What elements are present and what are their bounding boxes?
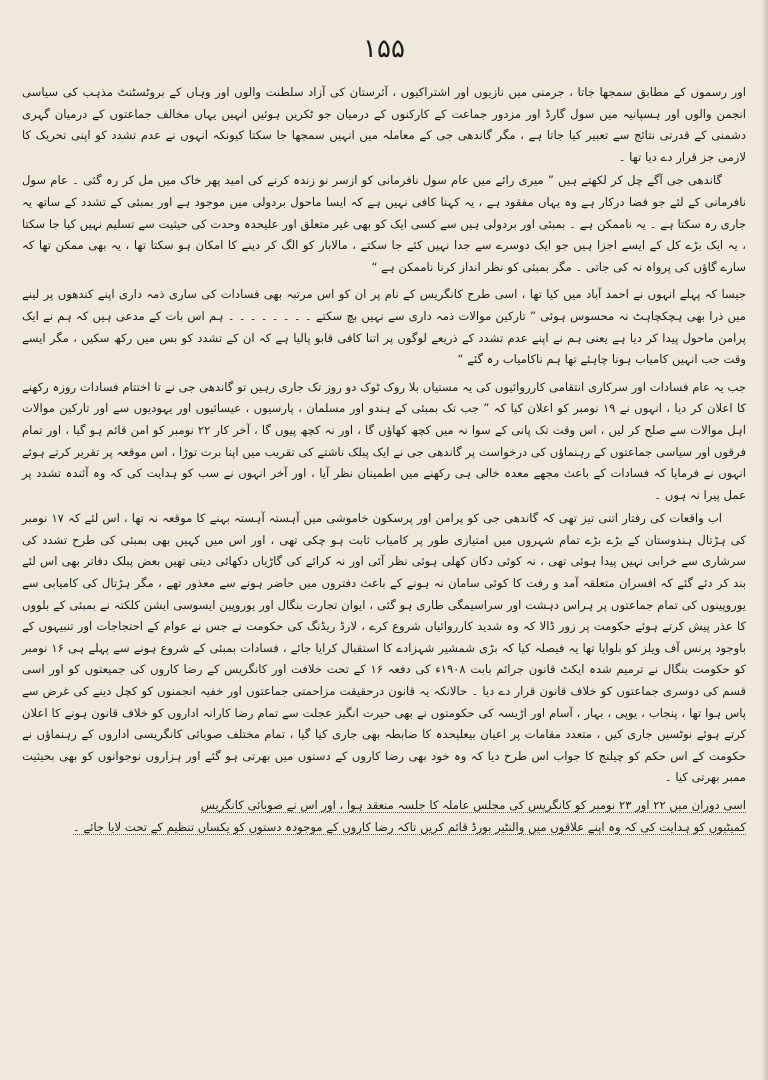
- paragraph-3: جیسا کہ پہلے انہوں نے احمد آباد میں کیا تھا ، اسی طرح کانگریس کے نام پر ان کو اس مرتبہ بھی فسادات کی ساری ذمہ داری اپنے کندھوں پر لینے میں ذرا بھی ہچکچاہٹ نہ محسوس ہوئی ” تارکین موالات ذمہ داری سے نہیں بچ سکتے ۔ ۔ ۔ ۔ ۔ ۔ ۔ ۔ ہم اس بات کے مدعی ہیں کہ ہم نے ایک پرامن ماحول پیدا کر دیا ہے یعنی ہم نے اپنے عدم تشدد کے ذریعے لوگوں پر اتنا کافی قابو پالیا ہے کہ ان کے تشدد کو بس میں رکھ سکیں ، مگر ایسے وقت جب انہیں کامیاب ہونا چاہئے تھا ہم ناکامیاب رہ گئے “: [22, 287, 746, 367]
- footer-line-2-text: کمیٹیوں کو ہدایت کی کہ وہ اپنے علاقوں میں والنٹیر بورڈ قائم کریں تاکہ رضا کاروں کے موجودہ دستوں کو یکساں تنظیم کے تحت لایا جائے ۔: [72, 819, 746, 834]
- footer-line-1: [22, 795, 746, 817]
- page-footer-text: [22, 795, 746, 838]
- paragraph-1: اور رسموں کے مطابق سمجھا جاتا ، جرمنی میں نازیوں اور اشتراکیوں ، آئرستان کی آزاد سلطنت والوں اور وہاں کے بروٹسٹنٹ مذہب کی سیاسی انجمن والوں اور ہسپانیہ میں سول گارڈ اور مزدور جماعت کے کارکنوں کے درمیان جو ٹکریں ہوئیں انہیں یہاں مخالف جماعتوں کے درمیان گہری دشمنی کے قدرتی نتائج سے تعبیر کیا جاتا ہے ، مگر گاندھی جی کے معاملہ میں انہیں سمجھا جا سکتا کیونکہ انہوں نے عدم تشدد کو اپنی تحریک کا لازمی جز قرار دے دیا تھا ۔: [22, 85, 746, 164]
- page-body: [22, 82, 746, 789]
- footer-line-2: [22, 817, 746, 839]
- page-edge-shadow: [762, 0, 768, 1080]
- paragraph-2: گاندھی جی آگے چل کر لکھتے ہیں ” میری رائے میں عام سول نافرمانی کو ازسر نو زندہ کرنے کی امید پھر خاک میں مل کر رہ گئی ۔ عام سول نافرمانی کے لئے جو فضا درکار ہے وہ یہاں مفقود ہے ، یہ کہنا کافی نہیں ہے کہ ایسا ماحول بردولی میں موجود ہے اور بمبئی کے تشدد کے ساتھ یہ جاری رہ سکتا ہے ۔ یہ ناممکن ہے ۔ بمبئی اور بردولی ہیں سے کسی ایک کو بھی غیر متعلق اور علیحدہ وحدت کی حیثیت سے تسلیم نہیں کیا جا سکتا ، یہ ایک بڑے کل کے ایسے اجزا ہیں جو ایک دوسرے سے جدا نہیں کئے جا سکتے ، مالابار کو الگ کر دینے کا امکان ہو سکتا تھا ، یہ بھی ممکن تھا کہ سارے گاؤں کی پرواہ نہ کی جاتی ۔ مگر بمبئی کو نظر انداز کرنا ناممکن ہے “: [22, 173, 746, 274]
- paragraph-5: اب واقعات کی رفتار اتنی تیز تھی کہ گاندھی جی کو پرامن اور پرسکون خاموشی میں آہستہ آہستہ بہنے کا موقعہ نہ تھا ، اس لئے کہ ۱۷ نومبر کی ہڑتال ہندوستان کے بڑے بڑے تمام شہروں میں امتیازی طور پر کامیاب ثابت ہو چکی تھی ، اور اس میں کہیں بھی بمبئی کی طرح تشدد کی سرشاری سے خرابی نہیں پیدا ہوئی تھی ، نہ کوئی دکان کھلی ہوئی نظر آئی اور نہ کرائے کی گاڑیاں دکھائی دیتی تھیں بعض پبلک دفاتر بھی اس لئے بند کر دئے گئے کہ افسران متعلقہ آمد و رفت کا کوئی سامان نہ ہونے کے باعث دفتروں میں حاضر ہونے سے معذور تھے ، مگر ہڑتال کی کامیابی سے یوروپینوں کی تمام جماعتوں پر ہراس دہشت اور سراسیمگی طاری ہو گئی ، ایوان تجارت بنگال اور یوروپین ایسوسی ایشن کلکتہ نے بمبئی کے بلووں کا عذر پیش کرتے ہوئے حکومت پر زور ڈالا کہ وہ شدید کارروائیاں شروع کرے ، لارڈ ریڈنگ کی حکومت نے جس نے عوام کے احتجاجات اور تنبیہوں کے باوجود پرنس آف ویلز کو بلوایا تھا یہ فیصلہ کیا کہ بڑی شمشیر شہزادے کا استقبال کرایا جائے ، فسادات بمبئی کے شروع ہونے سے پہلے ہی ۱۶ نومبر کو حکومت بنگال نے ترمیم شدہ ایکٹ قانون جرائم بابت ۱۹۰۸ء کی دفعہ ۱۶ کے تحت خلافت اور کانگریس کے رضا کاروں کی جمیعتوں کو اور اسی قسم کی دوسری جماعتوں کو خلاف قانون قرار دے دیا ۔ حالانکہ یہ قانون درحقیقت مزاحمتی جماعتوں اور خفیہ انجمنوں کو کچل دینے کی غرض سے پاس ہوا تھا ، پنجاب ، یوپی ، بہار ، آسام اور اڑیسہ کی حکومتوں نے بھی حیرت انگیز عجلت سے تمام رضا کارانہ اداروں کو خلاف قانون ہونے کا اعلان کرتے ہوئے نوٹسیں جاری کیں ، متعدد مقامات پر اعیان بیعلیحدہ کا ضابطہ بھی جاری کیا گیا ، تمام مختلف صوبائی کانگریسی اداروں کے رہنماؤں نے حکومت کے اس حکم کو چیلنج کا جواب اس طرح دیا کہ وہ خود بھی رضا کاروں کے دستوں میں بھرتی ہو گئے اور ہزاروں نوجوانوں کو بھی بحیثیت ممبر بھرتی کیا ۔: [22, 511, 746, 785]
- footer-line-1-text: اسی دوران میں ۲۲ اور ۲۳ نومبر کو کانگریس کی مجلس عاملہ کا جلسہ منعقد ہوا ، اور اس نے صوبائی کانگریس: [200, 798, 746, 812]
- paragraph-4: جب یہ عام فسادات اور سرکاری انتقامی کارروائیوں کی یہ مستیاں بلا روک ٹوک دو روز تک جاری رہیں تو گاندھی جی نے تا اختتام فسادات روزہ رکھنے کا اعلان کر دیا ، انہوں نے ۱۹ نومبر کو اعلان کیا کہ ” جب تک بمبئی کے ہندو اور مسلمان ، پارسیوں ، عیسائیوں اور یہودیوں سے اور تارکین موالات اہل موالات سے صلح کر لیں ، اس وقت تک پانی کے سوا نہ میں کچھ کھاؤں گا ، اور نہ کچھ پیوں گا ، آخر کار ۲۲ نومبر کو امن قائم ہو گیا ، اور تمام فرقوں اور سیاسی جماعتوں کے رہنماؤں کی درخواست پر گاندھی جی نے ایک پبلک ناشتے کی تقریب میں اپنا برت توڑا ، اس موقعہ پر تقریر کرتے ہوئے انہوں نے فرمایا کہ فسادات کے باعث مجھے معدہ خالی ہی رکھنے میں اطمینان نظر آیا ، اور آخر انہوں نے سب کو ہدایت کی کہ وہ آئندہ تشدد پر عمل پیرا نہ ہوں ۔: [22, 379, 747, 502]
- page-number: ۱۵۵: [363, 34, 405, 64]
